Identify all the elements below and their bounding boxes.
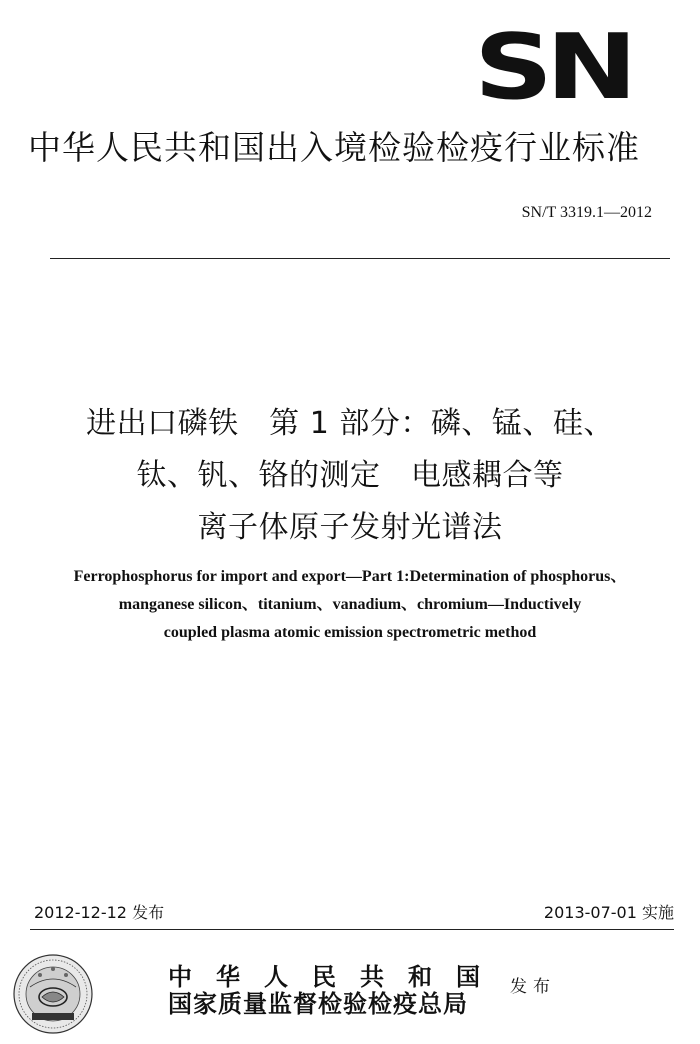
standard-code: SN/T 3319.1—2012 — [521, 204, 652, 221]
chinese-title-line-3: 离子体原子发射光谱法 — [197, 510, 503, 545]
chinese-title-line-1: 进出口磷铁 第 1 部分：磷、锰、硅、 — [86, 406, 614, 441]
sn-logo: SN — [474, 15, 631, 120]
english-title-line-3: coupled plasma atomic emission spectrometric method — [163, 624, 537, 641]
issue-date: 2012-12-12 发布 — [34, 903, 165, 922]
top-divider — [50, 258, 670, 259]
org-title: 中华人民共和国出入境检验检疫行业标准 — [28, 128, 640, 167]
publish-label: 发布 — [510, 977, 556, 997]
anti-counterfeit-seal-icon — [12, 953, 94, 1035]
english-title — [30, 563, 670, 647]
english-title-line-2: manganese silicon、titanium、vanadium、chromium—Inductively — [118, 596, 582, 613]
issuer-name-line-1: 中华人民共和国 — [168, 962, 504, 991]
implementation-date: 2013-07-01 实施 — [543, 903, 674, 922]
chinese-title-line-2: 钛、钒、铬的测定 电感耦合等 — [136, 458, 564, 493]
chinese-title — [40, 398, 660, 554]
issuer-name-line-2: 国家质量监督检验检疫总局 — [168, 989, 468, 1018]
bottom-divider — [30, 929, 674, 930]
english-title-line-1: Ferrophosphorus for import and export—Part 1:Determination of phosphorus、 — [73, 568, 627, 585]
